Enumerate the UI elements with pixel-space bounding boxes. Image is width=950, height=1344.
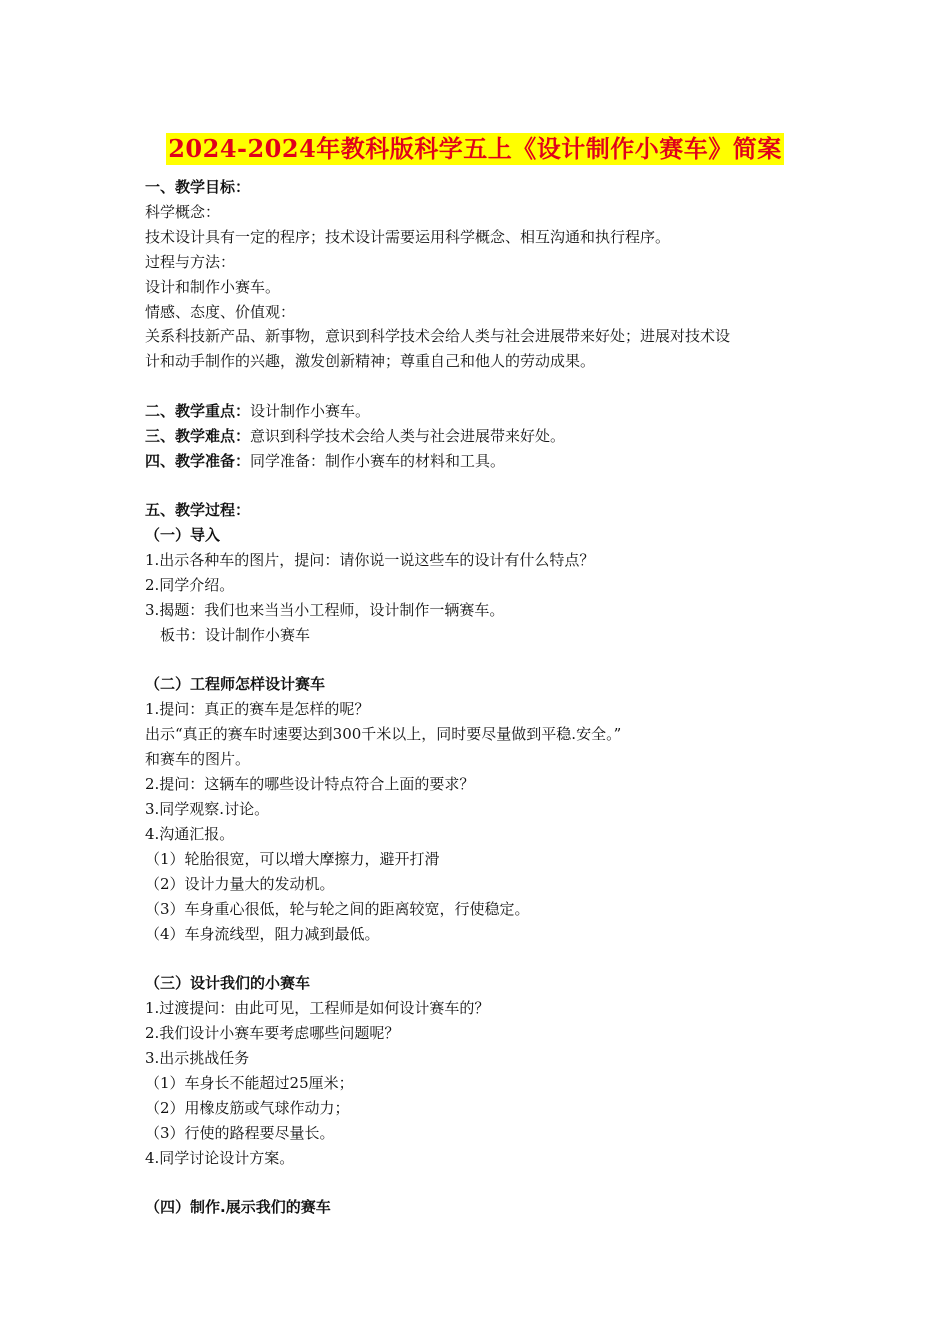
attitude-text-1: 关系科技新产品、新事物，意识到科学技术会给人类与社会进展带来好处；进展对技术设 xyxy=(145,327,731,345)
concept-text: 技术设计具有一定的程序；技术设计需要运用科学概念、相互沟通和执行程序。 xyxy=(145,228,671,246)
list-item: 2.同学介绍。 xyxy=(145,576,235,594)
list-item: 和赛车的图片。 xyxy=(145,750,251,768)
list-item: 1.提问：真正的赛车是怎样的呢？ xyxy=(145,700,370,718)
list-item: 4.同学讨论设计方案。 xyxy=(145,1149,295,1167)
list-item: 4.沟通汇报。 xyxy=(145,825,235,843)
list-item: 3.出示挑战任务 xyxy=(145,1049,250,1067)
key-point-label: 二、教学重点： xyxy=(145,402,251,420)
difficulty-text: 意识到科学技术会给人类与社会进展带来好处。 xyxy=(250,427,566,445)
list-item: （3）车身重心很低，轮与轮之间的距离较宽，行使稳定。 xyxy=(145,900,530,918)
list-item: （1）车身长不能超过25厘米； xyxy=(145,1074,354,1092)
list-item: 3.揭题：我们也来当当小工程师，设计制作一辆赛车。 xyxy=(145,601,505,619)
list-item: 出示“真正的赛车时速要达到300千米以上，同时要尽量做到平稳.安全。” xyxy=(145,725,622,743)
list-item: 1.过渡提问：由此可见，工程师是如何设计赛车的？ xyxy=(145,999,490,1017)
list-item: （2）设计力量大的发动机。 xyxy=(145,875,335,893)
preparation-label: 四、教学准备： xyxy=(145,452,251,470)
difficulty xyxy=(145,426,565,446)
attitude-label: 情感、态度、价值观： xyxy=(145,303,296,321)
key-point xyxy=(145,401,370,421)
document-title: 2024-2024年教科版科学五上《设计制作小赛车》简案 xyxy=(168,134,782,163)
section-heading: （三）设计我们的小赛车 xyxy=(145,974,311,992)
objectives-heading: 一、教学目标： xyxy=(145,178,251,196)
list-item: 2.提问：这辆车的哪些设计特点符合上面的要求？ xyxy=(145,775,475,793)
section-heading: （二）工程师怎样设计赛车 xyxy=(145,675,326,693)
board-note: 板书：设计制作小赛车 xyxy=(160,626,311,644)
section-heading: （四）制作.展示我们的赛车 xyxy=(145,1198,331,1216)
preparation xyxy=(145,451,505,471)
concept-label: 科学概念： xyxy=(145,203,221,221)
title-wrap xyxy=(0,133,950,165)
list-item: 2.我们设计小赛车要考虑哪些问题呢？ xyxy=(145,1024,400,1042)
preparation-text: 同学准备：制作小赛车的材料和工具。 xyxy=(250,452,506,470)
list-item: （3）行使的路程要尽量长。 xyxy=(145,1124,335,1142)
list-item: 1.出示各种车的图片，提问：请你说一说这些车的设计有什么特点？ xyxy=(145,551,595,569)
section-heading: （一）导入 xyxy=(145,526,221,544)
list-item: （4）车身流线型，阻力减到最低。 xyxy=(145,925,380,943)
difficulty-label: 三、教学难点： xyxy=(145,427,251,445)
attitude-text-2: 计和动手制作的兴趣，激发创新精神；尊重自己和他人的劳动成果。 xyxy=(145,352,596,370)
method-label: 过程与方法： xyxy=(145,253,236,271)
list-item: （1）轮胎很宽，可以增大摩擦力，避开打滑 xyxy=(145,850,440,868)
list-item: 3.同学观察.讨论。 xyxy=(145,800,270,818)
list-item: （2）用橡皮筋或气球作动力； xyxy=(145,1099,350,1117)
key-point-text: 设计制作小赛车。 xyxy=(250,402,371,420)
process-heading: 五、教学过程： xyxy=(145,501,251,519)
method-text: 设计和制作小赛车。 xyxy=(145,278,281,296)
